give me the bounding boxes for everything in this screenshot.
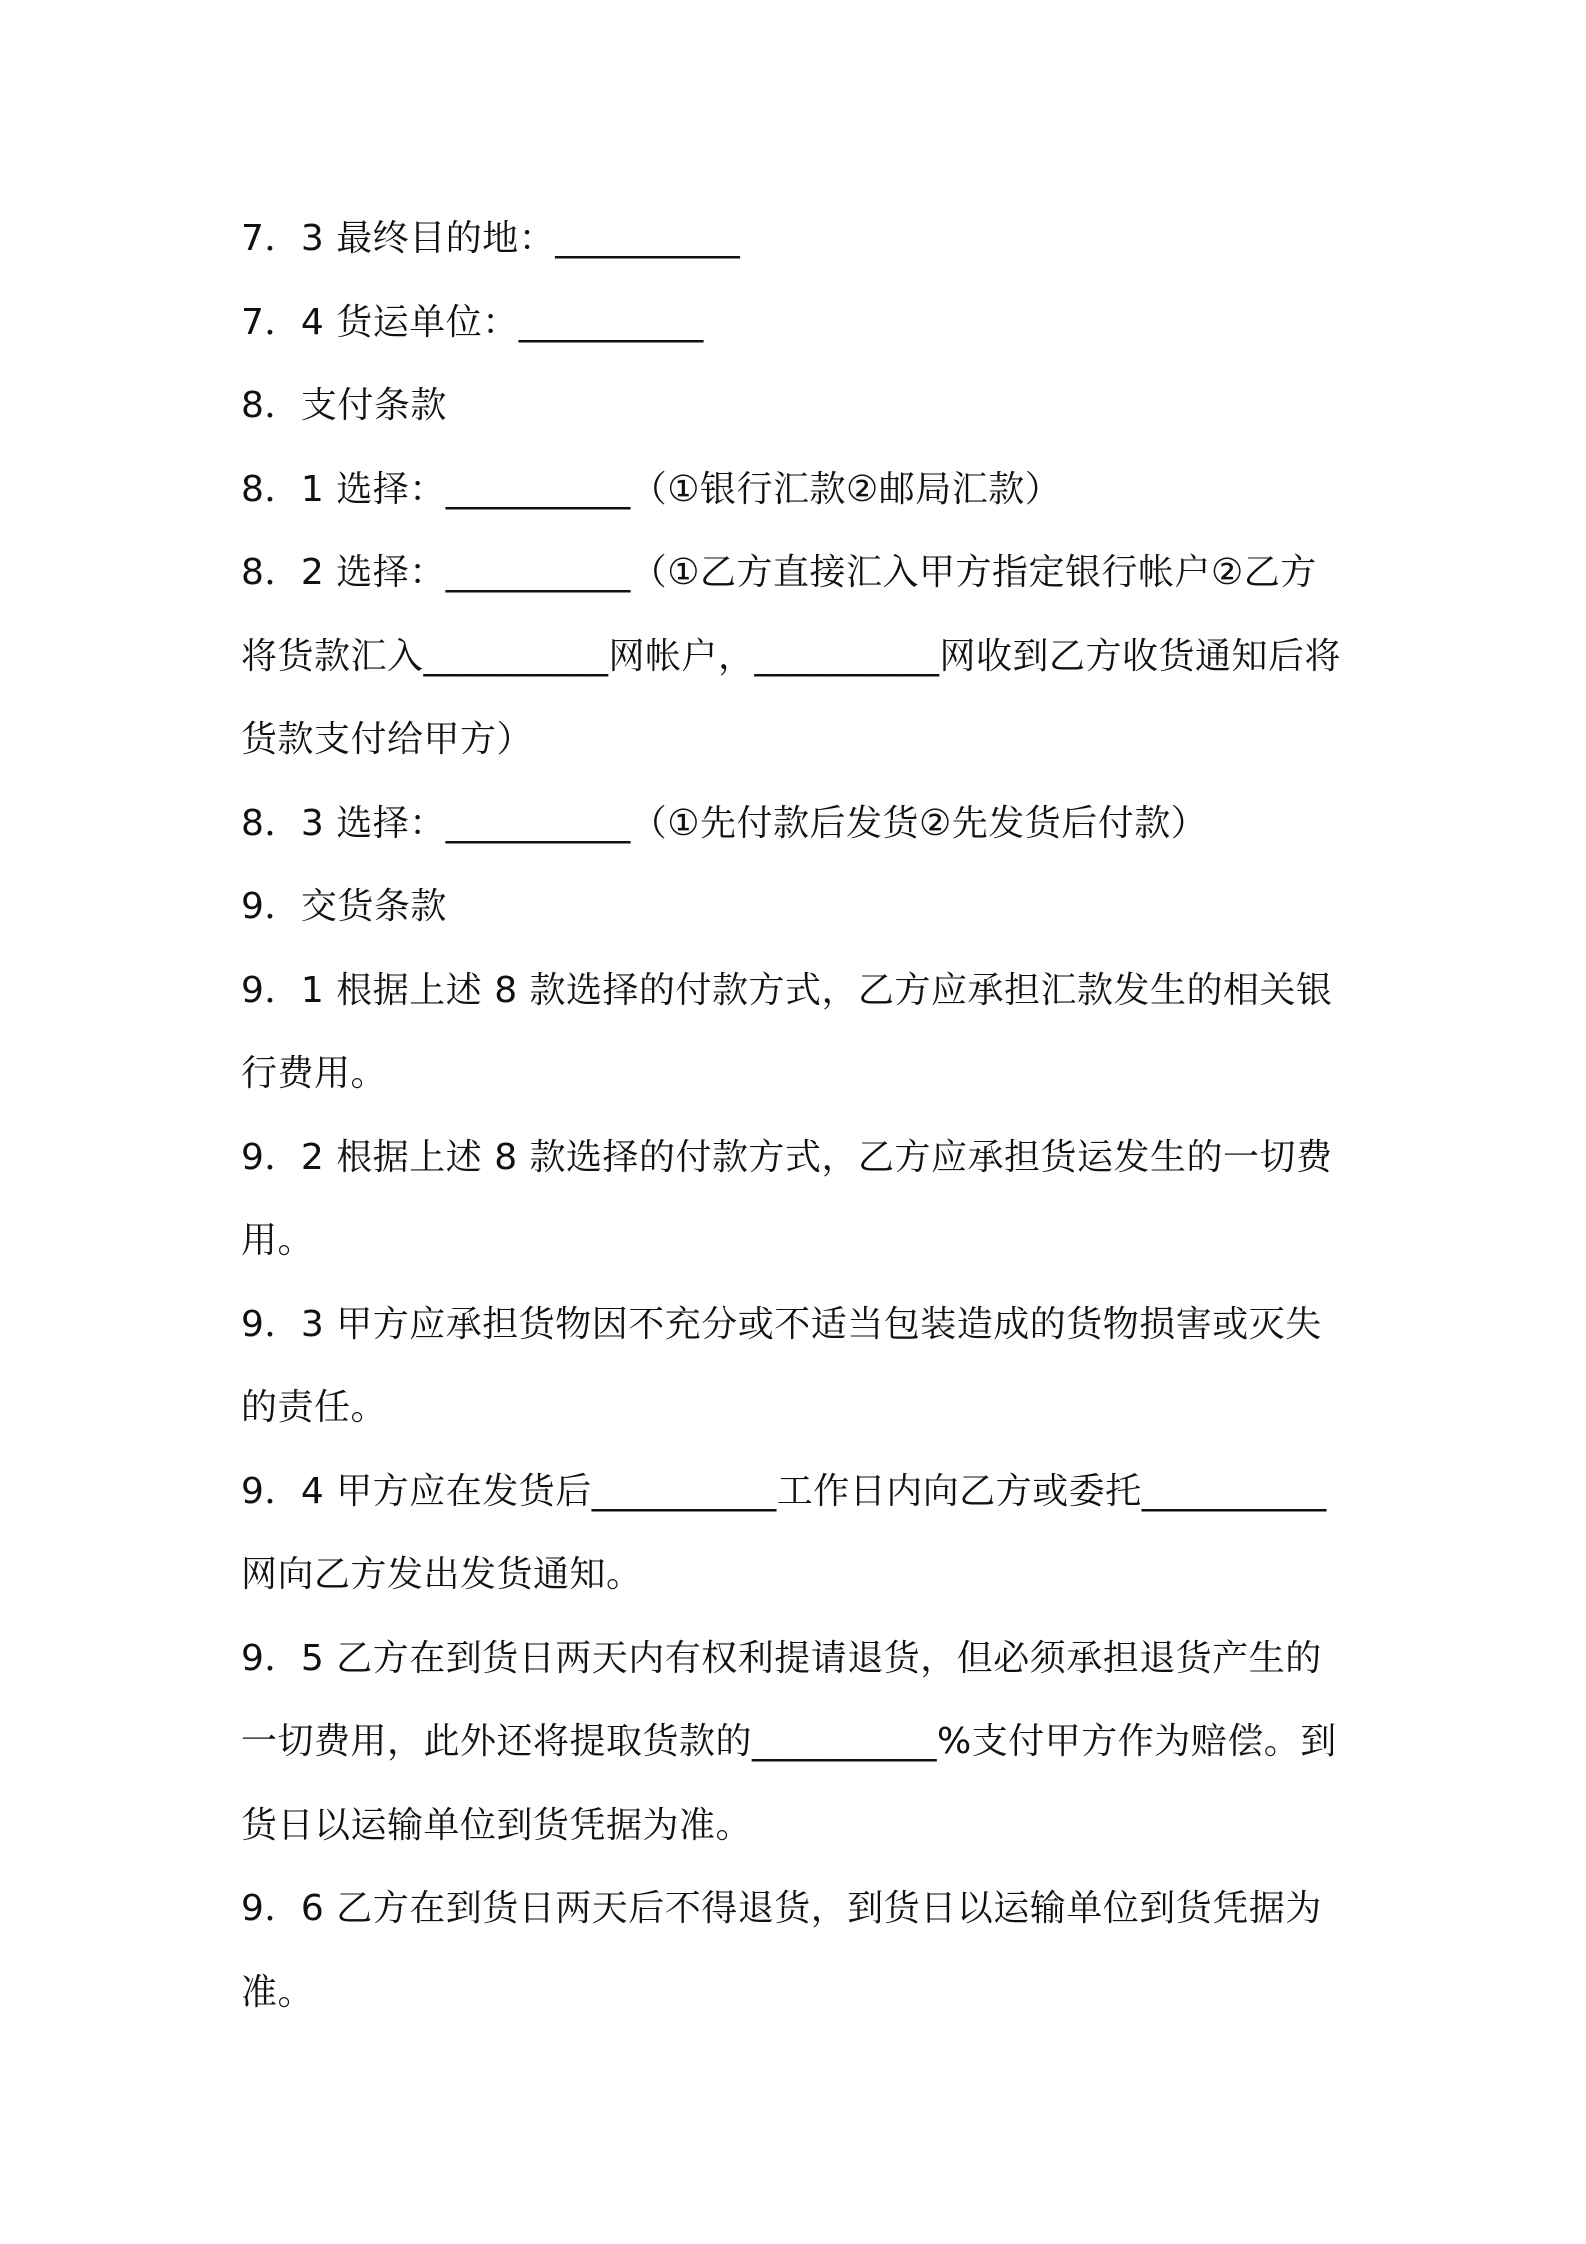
clause-9-5: 9．5 乙方在到货日两天内有权利提请退货，但必须承担退货产生的 — [241, 1637, 1322, 1679]
section-9-heading: 9．交货条款 — [241, 886, 447, 927]
clause-7-3-final-destination: 7．3 最终目的地：__________ — [241, 218, 741, 259]
section-8-heading: 8．支付条款 — [241, 385, 447, 426]
clause-7-4-carrier: 7．4 货运单位：__________ — [241, 301, 704, 343]
clause-8-1: 8．1 选择：__________（①银行汇款②邮局汇款） — [241, 468, 1062, 510]
clause-9-3: 9．3 甲方应承担货物因不充分或不适当包装造成的货物损害或灭失 — [241, 1303, 1322, 1345]
clause-9-2-cont: 用。 — [241, 1220, 315, 1261]
clause-8-2: 8．2 选择：__________（①乙方直接汇入甲方指定银行帐户②乙方 — [241, 552, 1317, 593]
document-body — [241, 197, 1356, 2034]
clause-9-1: 9．1 根据上述 8 款选择的付款方式，乙方应承担汇款发生的相关银 — [241, 969, 1333, 1011]
clause-9-5-cont-1: 一切费用，此外还将提取货款的__________%支付甲方作为赔偿。到 — [241, 1721, 1337, 1762]
clause-9-6: 9．6 乙方在到货日两天后不得退货，到货日以运输单位到货凭据为 — [241, 1888, 1322, 1929]
clause-9-1-cont: 行费用。 — [241, 1053, 388, 1094]
clause-9-6-cont: 准。 — [241, 1971, 315, 2013]
clause-8-2-cont-1: 将货款汇入__________网帐户，__________网收到乙方收货通知后将 — [241, 635, 1342, 677]
clause-8-2-cont-2: 货款支付给甲方） — [241, 719, 534, 760]
clause-9-4-cont: 网向乙方发出发货通知。 — [241, 1554, 643, 1595]
clause-9-2: 9．2 根据上述 8 款选择的付款方式，乙方应承担货运发生的一切费 — [241, 1136, 1333, 1178]
clause-9-4: 9．4 甲方应在发货后__________工作日内向乙方或委托__________ — [241, 1470, 1327, 1512]
clause-8-3: 8．3 选择：__________（①先付款后发货②先发货后付款） — [241, 802, 1208, 844]
clause-9-3-cont: 的责任。 — [241, 1387, 388, 1428]
clause-9-5-cont-2: 货日以运输单位到货凭据为准。 — [241, 1804, 753, 1846]
